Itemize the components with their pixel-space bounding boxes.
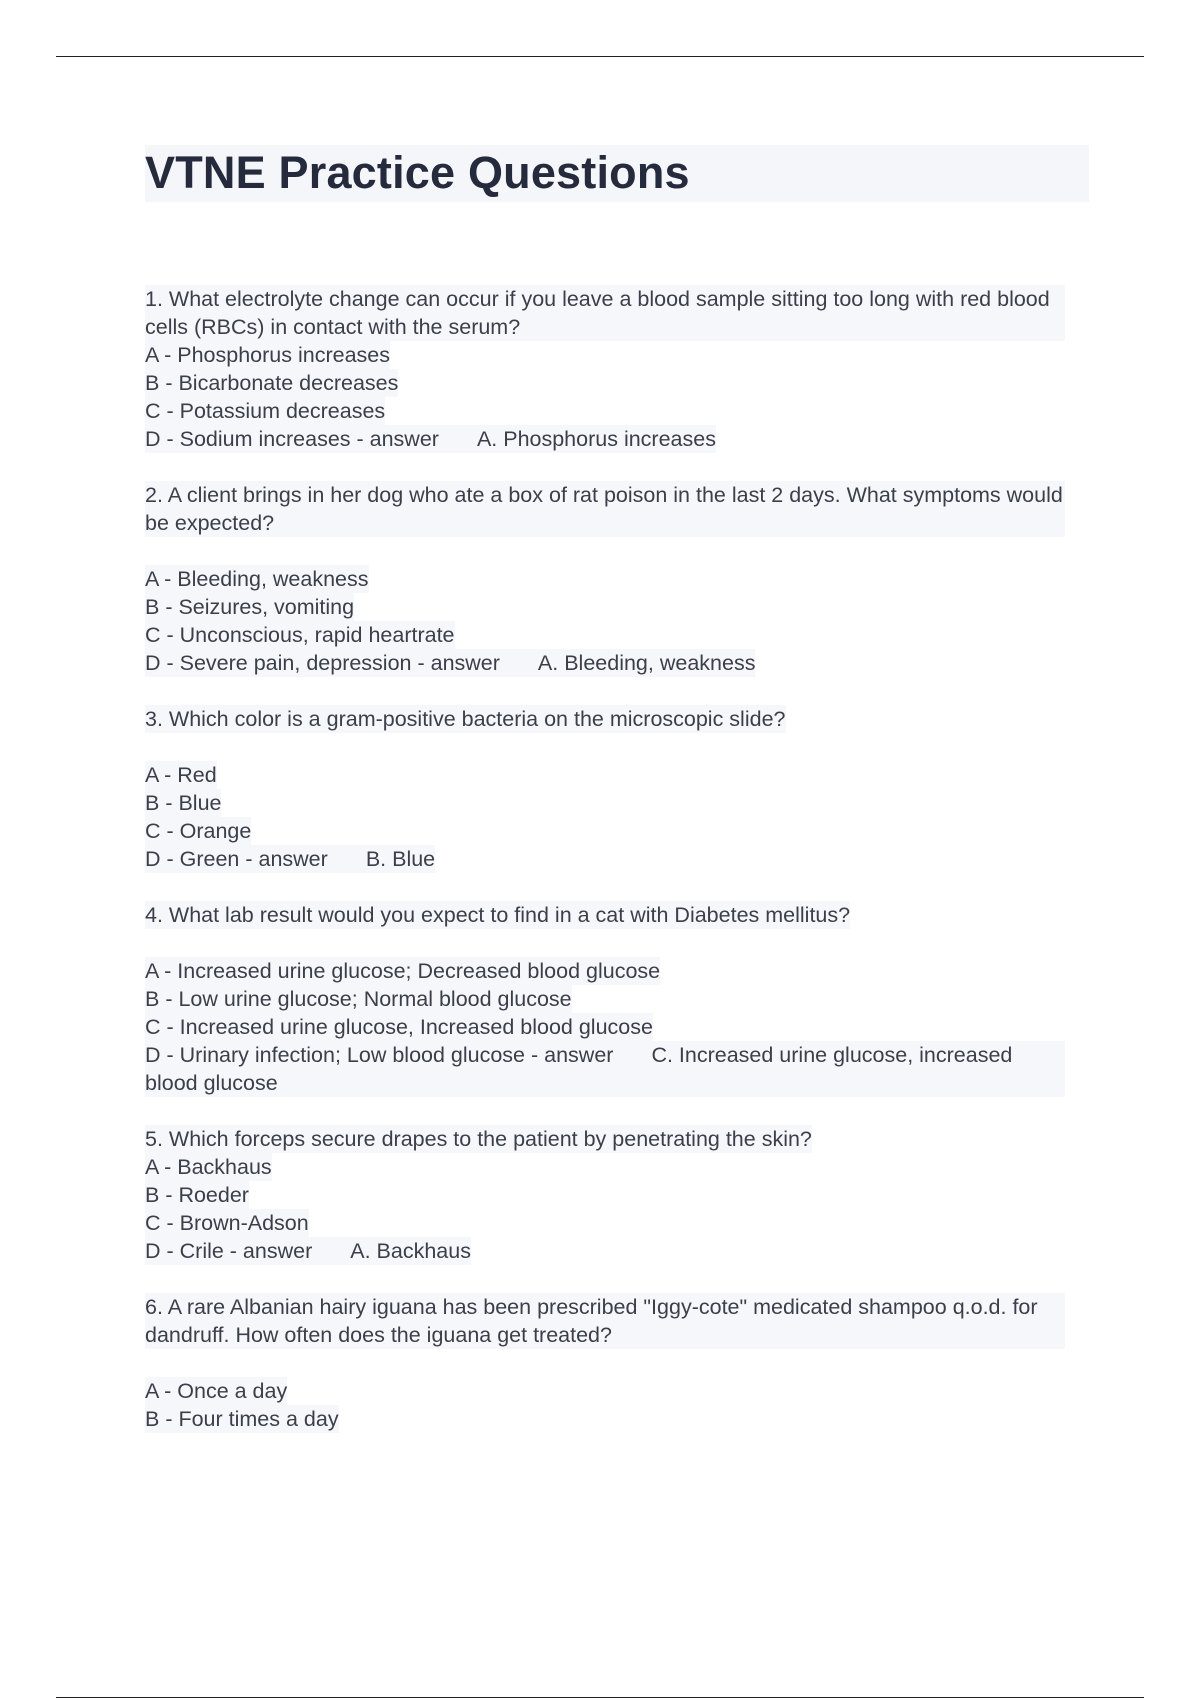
option-text: D - Severe pain, depression - answer: [145, 651, 500, 675]
question-block: [145, 1125, 1085, 1265]
answer-option: [145, 621, 455, 649]
question-block: [145, 705, 1085, 873]
option-text: B - Four times a day: [145, 1407, 339, 1431]
question-block: [145, 901, 1085, 1097]
option-text: A - Phosphorus increases: [145, 343, 390, 367]
option-text: C - Unconscious, rapid heartrate: [145, 623, 455, 647]
option-text: C - Orange: [145, 819, 252, 843]
blank-line: [145, 733, 1085, 761]
answer-option: [145, 341, 390, 369]
option-text: D - Crile - answer: [145, 1239, 313, 1263]
question-text: 2. A client brings in her dog who ate a box of rat poison in the last 2 days. What symptoms would be expected?: [145, 483, 1069, 535]
option-text: B - Blue: [145, 791, 222, 815]
question-block: [145, 481, 1085, 677]
answer-option: [145, 789, 221, 817]
answer-option: [145, 397, 385, 425]
question-text: 5. Which forceps secure drapes to the patient by penetrating the skin?: [145, 1127, 812, 1151]
option-text: D - Urinary infection; Low blood glucose - answer: [145, 1043, 614, 1067]
question-block: [145, 285, 1085, 453]
header-rule: [56, 56, 1144, 57]
answer-option: [145, 649, 755, 677]
blank-line: [145, 1349, 1085, 1377]
blank-line: [145, 929, 1085, 957]
question-text: 4. What lab result would you expect to find in a cat with Diabetes mellitus?: [145, 903, 851, 927]
option-text: B - Low urine glucose; Normal blood glucose: [145, 987, 572, 1011]
answer-option: [145, 985, 572, 1013]
answer-option: [145, 565, 369, 593]
correct-answer: C. Increased urine glucose, increased blood glucose: [145, 1043, 1019, 1095]
answer-option: [145, 369, 398, 397]
option-text: B - Seizures, vomiting: [145, 595, 355, 619]
answer-option: [145, 1237, 471, 1265]
option-text: A - Increased urine glucose; Decreased blood glucose: [145, 959, 661, 983]
answer-option: [145, 593, 354, 621]
option-text: B - Bicarbonate decreases: [145, 371, 399, 395]
option-text: A - Red: [145, 763, 217, 787]
answer-option: [145, 761, 217, 789]
question-block: [145, 1293, 1085, 1433]
questions-list: [145, 285, 1085, 1461]
answer-option: [145, 1209, 309, 1237]
option-text: D - Green - answer: [145, 847, 328, 871]
question-text: 3. Which color is a gram-positive bacteria on the microscopic slide?: [145, 707, 786, 731]
option-text: D - Sodium increases - answer: [145, 427, 439, 451]
question-text: 1. What electrolyte change can occur if you leave a blood sample sitting too long with red blood cells (RBCs) in contact with the serum?: [145, 285, 1065, 341]
correct-answer: A. Phosphorus increases: [476, 427, 716, 451]
answer-option: [145, 1181, 249, 1209]
answer-option: [145, 1013, 653, 1041]
footer-rule: [56, 1697, 1144, 1698]
answer-option: [145, 1377, 287, 1405]
answer-option: [145, 1041, 1065, 1097]
answer-option: [145, 1405, 339, 1433]
answer-option: [145, 425, 716, 453]
correct-answer: B. Blue: [365, 847, 436, 871]
option-text: A - Backhaus: [145, 1155, 272, 1179]
answer-option: [145, 817, 251, 845]
blank-line: [145, 537, 1085, 565]
page-title: VTNE Practice Questions: [145, 147, 690, 198]
option-text: A - Bleeding, weakness: [145, 567, 369, 591]
question-text: 6. A rare Albanian hairy iguana has been prescribed "Iggy-cote" medicated shampoo q.o.d. for dandruff. How often does the iguana get treated?: [145, 1293, 1065, 1349]
option-text: A - Once a day: [145, 1379, 288, 1403]
option-text: C - Increased urine glucose, Increased blood glucose: [145, 1015, 653, 1039]
correct-answer: A. Bleeding, weakness: [537, 651, 756, 675]
option-text: B - Roeder: [145, 1183, 249, 1207]
answer-option: [145, 957, 660, 985]
option-text: C - Potassium decreases: [145, 399, 386, 423]
answer-option: [145, 845, 435, 873]
correct-answer: A. Backhaus: [350, 1239, 471, 1263]
answer-option: [145, 1153, 272, 1181]
option-text: C - Brown-Adson: [145, 1211, 309, 1235]
